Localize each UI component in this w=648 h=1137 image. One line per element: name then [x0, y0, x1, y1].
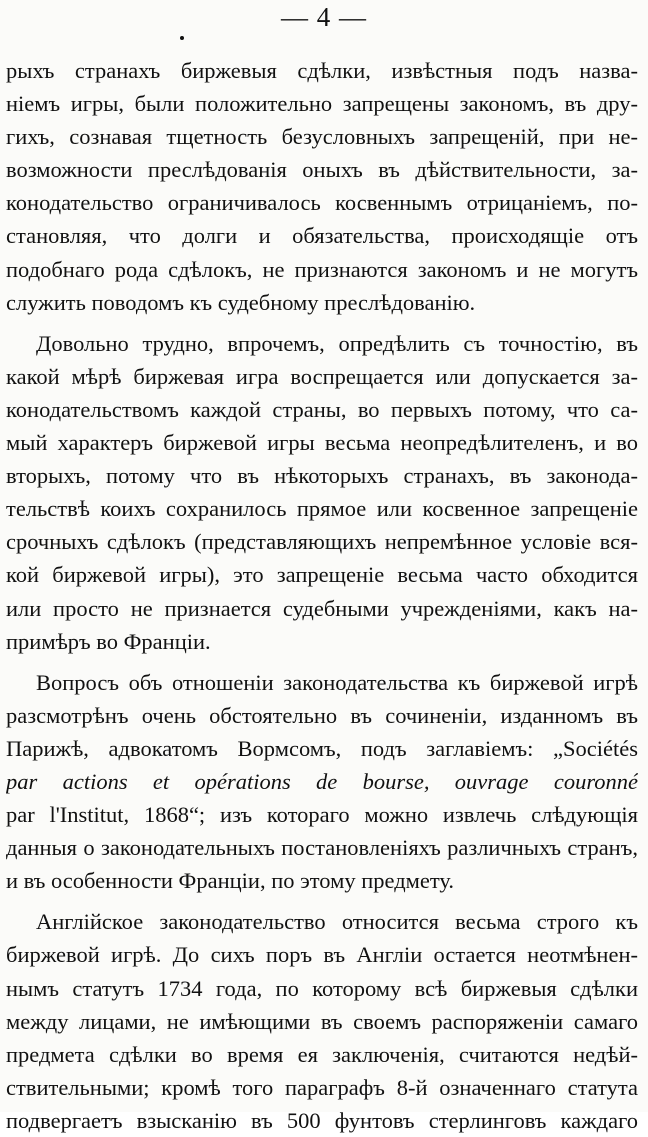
text-line: вторыхъ, потому что въ нѣкоторыхъ странахъ, въ законода- — [6, 463, 638, 489]
text-line: конодательствомъ каждой страны, во первыхъ потому, что са- — [6, 396, 638, 422]
text-line: и въ особенности Франціи, по этому предмету. — [6, 868, 455, 894]
text-line: какой мѣрѣ биржевая игра воспрещается или допускается за- — [6, 363, 638, 389]
text-line: становляя, что долги и обязательства, происходящіе отъ — [6, 223, 638, 249]
text-line: предмета сдѣлки во время ея заключенія, считаются недѣй- — [6, 1041, 638, 1067]
page-number: — 4 — — [281, 2, 367, 32]
text-line: разсмотрѣнъ очень обстоятельно въ сочиненіи, изданномъ въ — [6, 702, 638, 728]
text-line: par actions et opérations de bourse, ouvrage couronné — [6, 768, 638, 794]
text-line: рыхъ странахъ биржевыя сдѣлки, извѣстныя подъ назва- — [6, 58, 638, 83]
text-line: Англійское законодательство относится весьма строго къ — [36, 909, 638, 935]
text-line: Вопросъ объ отношеніи законодательства къ биржевой игрѣ — [36, 669, 638, 695]
text-line: конодательство ограничивалось косвеннымъ отрицаніемъ, по- — [6, 190, 638, 216]
ink-speck — [180, 36, 184, 40]
text-line: нымъ статутъ 1734 года, по которому всѣ биржевыя сдѣлки — [6, 975, 638, 1001]
text-line: срочныхъ сдѣлокъ (представляющихъ непремѣнное условіе вся- — [6, 529, 638, 555]
paragraph-3 — [6, 666, 638, 898]
text-line: между лицами, не имѣющими въ своемъ распоряженіи самаго — [6, 1008, 638, 1034]
text-line: данныя о законодательныхъ постановленіяхъ различныхъ странъ, — [6, 835, 638, 861]
paragraph-2 — [6, 327, 638, 658]
text-line: гихъ, сознавая тщетность безусловныхъ запрещеній, при не- — [6, 124, 638, 150]
text-line: биржевой игрѣ. До сихъ поръ въ Англіи остается неотмѣнен- — [6, 942, 638, 968]
text-line: ствительными; кромѣ того параграфъ 8-й означеннаго статута — [6, 1074, 638, 1100]
text-line: ніемъ игры, были положительно запрещены закономъ, въ дру- — [6, 91, 638, 117]
text-line: или просто не признается судебными учрежденіями, какъ на- — [6, 595, 638, 621]
paragraph-4 — [6, 905, 638, 1137]
paragraph-1 — [6, 54, 638, 319]
text-line: Довольно трудно, впрочемъ, опредѣлить съ точностію, въ — [36, 330, 638, 356]
text-line: примѣръ во Франціи. — [6, 628, 211, 654]
text-line: мый характеръ биржевой игры весьма неопредѣлителенъ, и во — [6, 430, 638, 456]
text-line: Парижѣ, адвокатомъ Вормсомъ, подъ заглавіемъ: „Sociétés — [6, 735, 638, 761]
text-line: кой биржевой игры), это запрещеніе весьма часто обходится — [6, 562, 638, 588]
text-body — [6, 54, 638, 1137]
text-line: тельствѣ коихъ сохранилось прямое или косвенное запрещеніе — [6, 496, 638, 522]
text-line: par l'Institut, 1868“; изъ котораго можно извлечь слѣдующія — [6, 802, 638, 828]
text-line: служить поводомъ къ судебному преслѣдованію. — [6, 289, 476, 315]
text-line: подвергаетъ взысканію въ 500 фунтовъ стерлинговъ каждаго — [6, 1107, 638, 1133]
text-line: подобнаго рода сдѣлокъ, не признаются закономъ и не могутъ — [6, 256, 638, 282]
text-line: возможности преслѣдованія оныхъ въ дѣйствительности, за- — [6, 157, 638, 183]
